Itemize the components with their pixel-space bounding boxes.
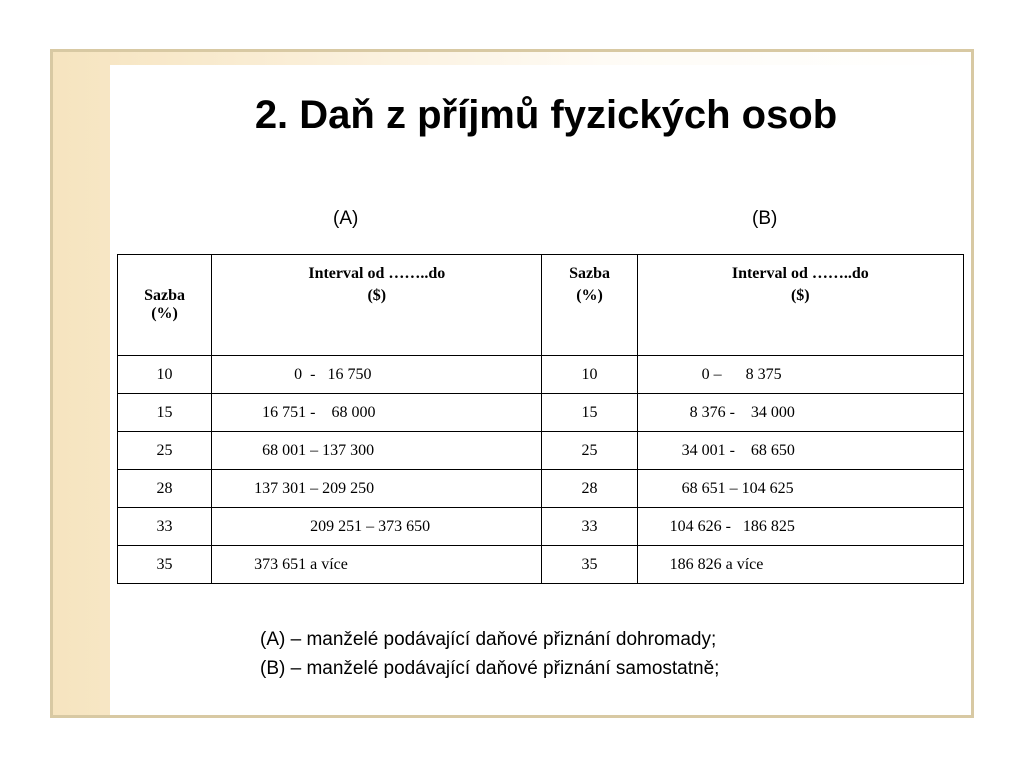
rate-a-cell: 25 [118, 432, 212, 470]
interval-a-cell: 68 001 – 137 300 [212, 432, 542, 470]
column-label-b: (B) [752, 208, 778, 229]
table-row [118, 546, 964, 584]
interval-b-cell: 186 826 a více [637, 546, 963, 584]
header-interval-a-label: Interval od ……..do [308, 265, 446, 282]
table-row [118, 356, 964, 394]
rate-a-cell: 35 [118, 546, 212, 584]
rate-b-cell: 15 [542, 394, 637, 432]
header-rate-b-unit: (%) [576, 287, 603, 304]
interval-a-cell: 137 301 – 209 250 [212, 470, 542, 508]
tax-rate-table [117, 254, 964, 584]
rate-b-cell: 25 [542, 432, 637, 470]
interval-a-cell: 0 - 16 750 [212, 356, 542, 394]
header-rate-a-label: Sazba [144, 287, 185, 304]
header-interval-a [212, 255, 542, 356]
interval-a-cell: 373 651 a více [212, 546, 542, 584]
note-a: (A) – manželé podávající daňové přiznání dohromady; [260, 629, 717, 650]
rate-a-cell: 10 [118, 356, 212, 394]
note-b: (B) – manželé podávající daňové přiznání samostatně; [260, 658, 720, 679]
table-row [118, 394, 964, 432]
table-row [118, 508, 964, 546]
rate-a-cell: 15 [118, 394, 212, 432]
header-interval-b-label: Interval od ……..do [731, 265, 869, 282]
interval-a-cell: 209 251 – 373 650 [212, 508, 542, 546]
rate-b-cell: 33 [542, 508, 637, 546]
table-row [118, 470, 964, 508]
table-header-row [118, 255, 964, 356]
header-rate-a [118, 255, 212, 356]
header-interval-a-unit: ($) [367, 287, 387, 304]
header-rate-a-unit: (%) [151, 305, 178, 322]
interval-b-cell: 0 – 8 375 [637, 356, 963, 394]
interval-b-cell: 68 651 – 104 625 [637, 470, 963, 508]
interval-b-cell: 104 626 - 186 825 [637, 508, 963, 546]
header-interval-b-unit: ($) [790, 287, 810, 304]
rate-a-cell: 28 [118, 470, 212, 508]
interval-a-cell: 16 751 - 68 000 [212, 394, 542, 432]
header-rate-b [542, 255, 637, 356]
slide-title: 2. Daň z příjmů fyzických osob [254, 93, 838, 137]
table-row [118, 432, 964, 470]
rate-b-cell: 10 [542, 356, 637, 394]
header-interval-b [637, 255, 963, 356]
rate-b-cell: 28 [542, 470, 637, 508]
header-rate-b-label: Sazba [569, 265, 610, 282]
rate-a-cell: 33 [118, 508, 212, 546]
column-label-a: (A) [333, 208, 359, 229]
interval-b-cell: 34 001 - 68 650 [637, 432, 963, 470]
rate-b-cell: 35 [542, 546, 637, 584]
interval-b-cell: 8 376 - 34 000 [637, 394, 963, 432]
